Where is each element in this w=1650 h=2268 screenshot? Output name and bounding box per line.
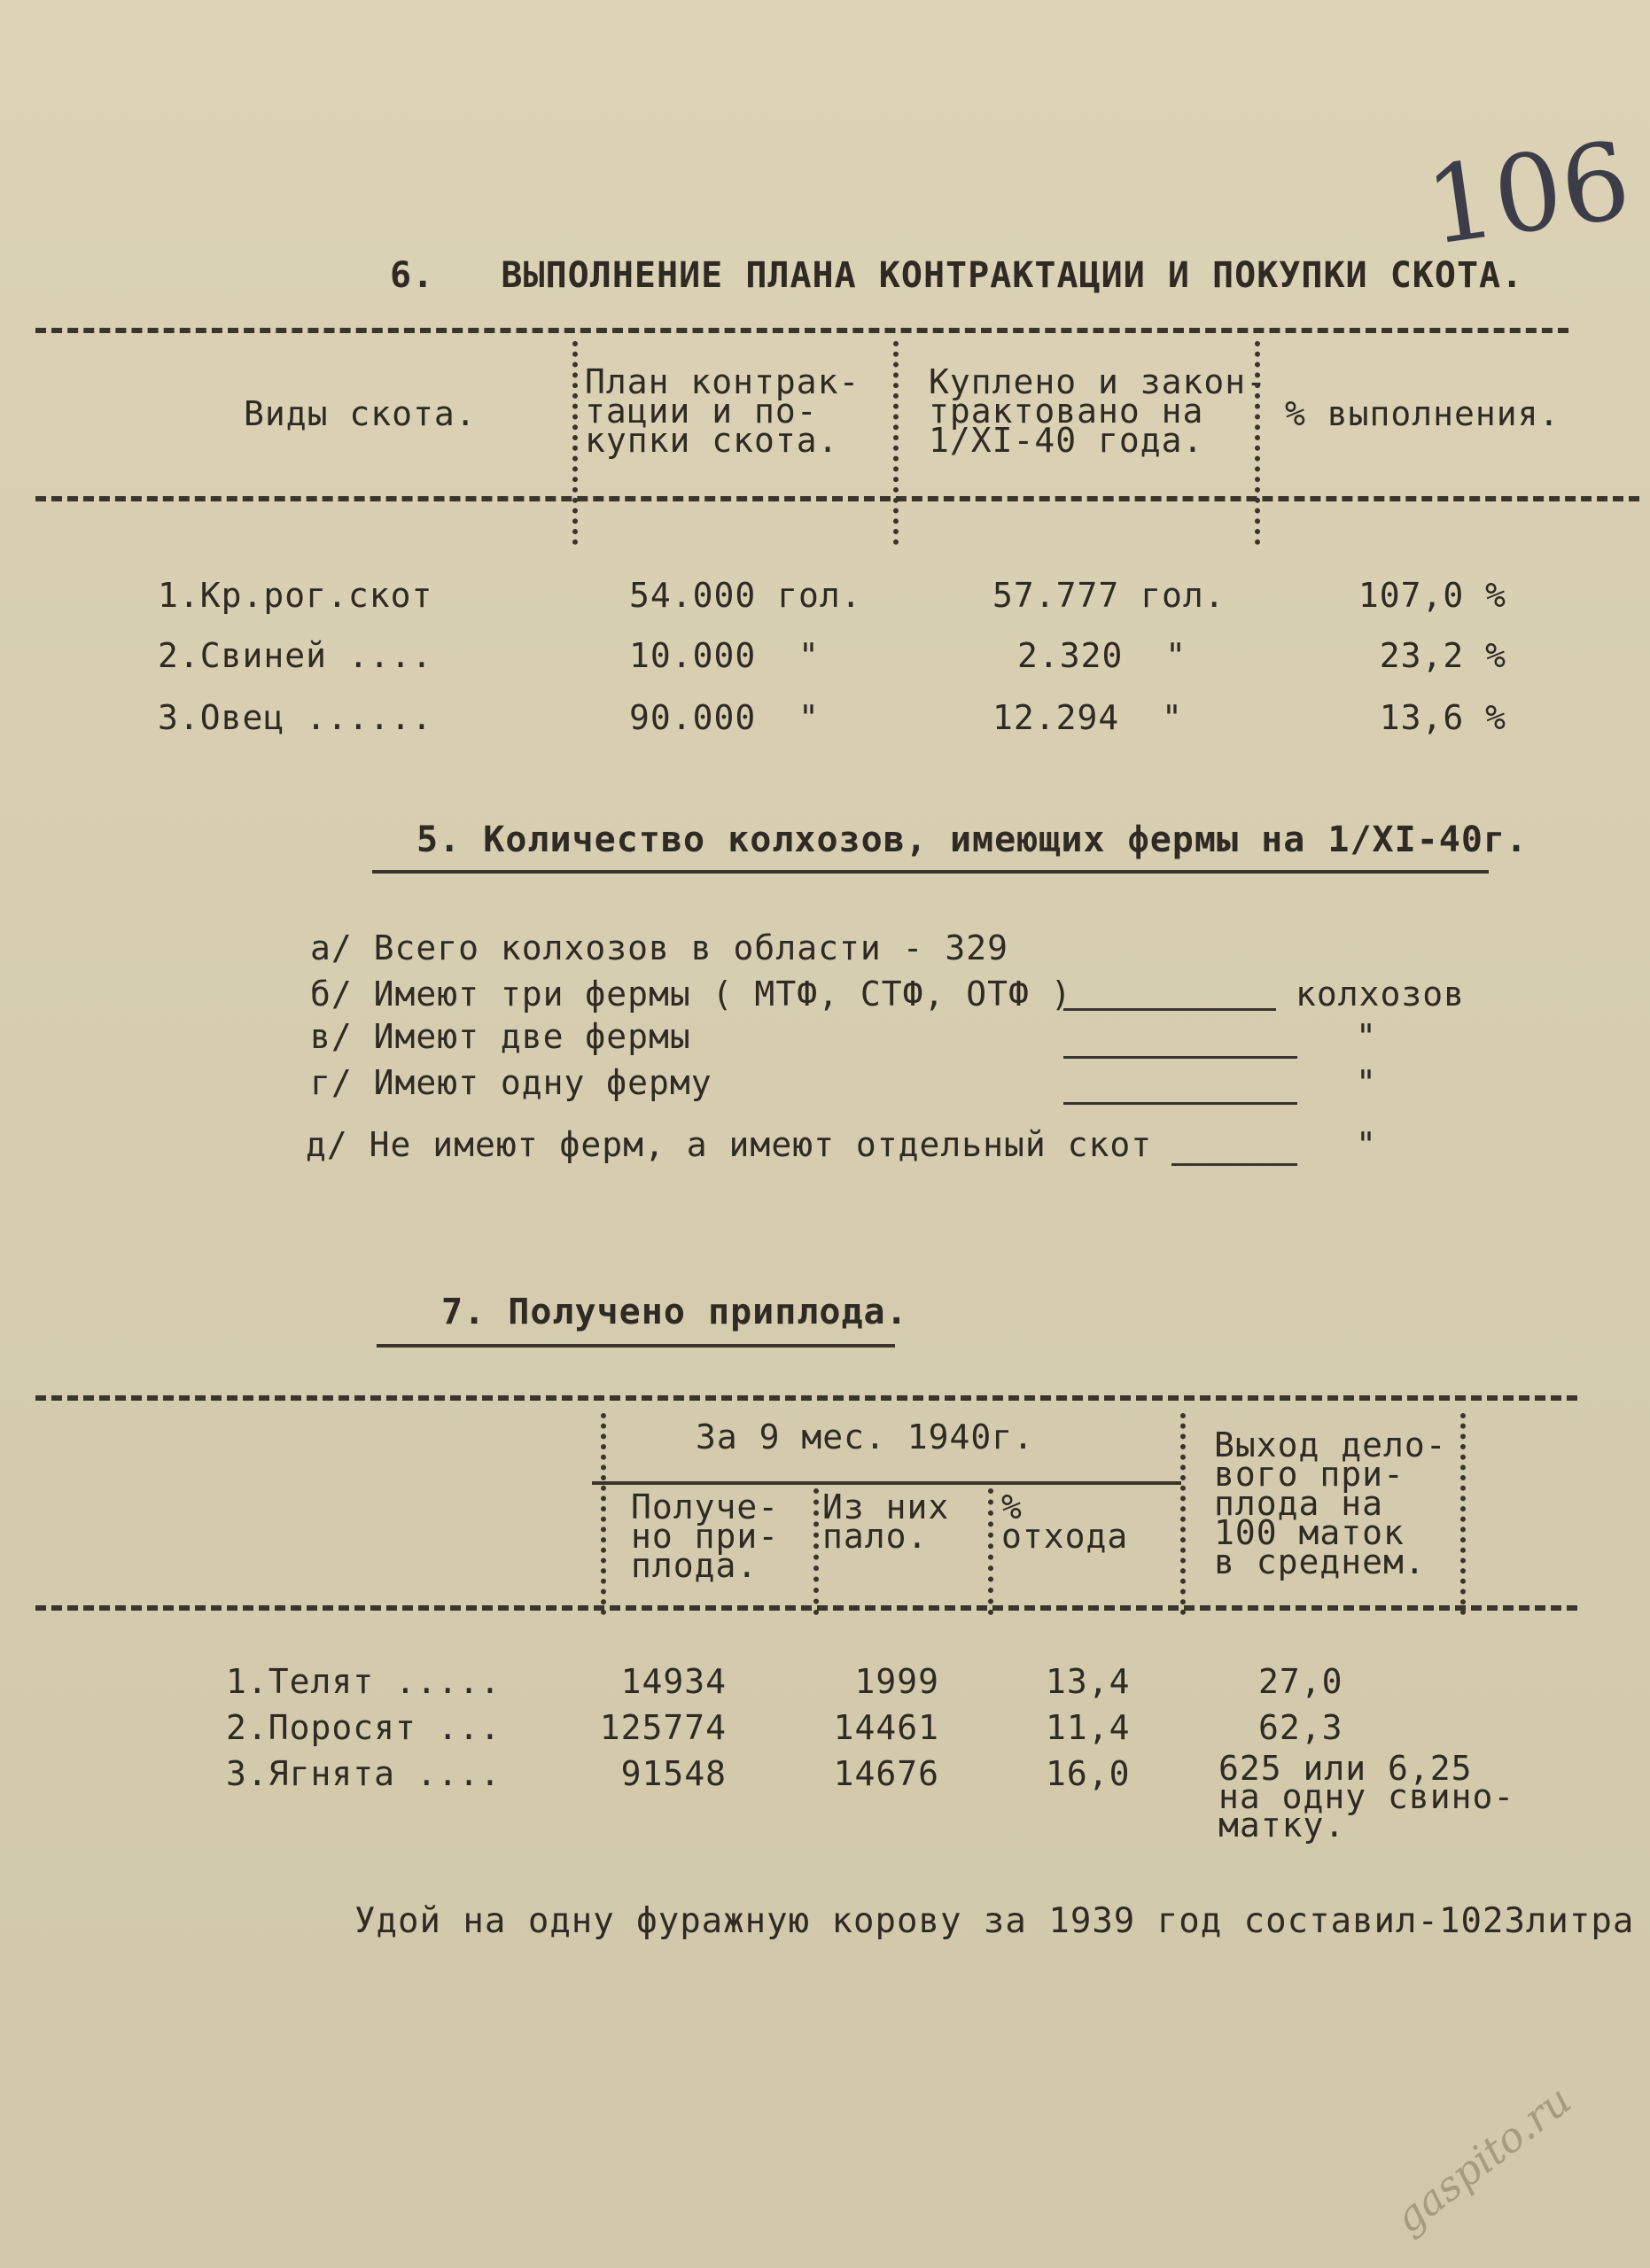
section5-title-underline (372, 870, 1489, 874)
blank-line-d (1171, 1163, 1297, 1166)
table2-group-header: За 9 мес. 1940г. (696, 1418, 1035, 1456)
blank-line-v (1063, 1056, 1297, 1059)
document-page: 106 6. ВЫПОЛНЕНИЕ ПЛАНА КОНТРАКТАЦИИ И ПОКУПКИ СКОТА. Виды скота. План контрак- тации и по- купки скота. Куплено и закон- трактовано на 1/XI-40 года. % выполнения. 1.Кр.рог.скот 54.000 гол. 57.777 гол. 107,0 % 2.Свиней .... 10.000 " 2.320 " 23,2 % 3.Овец ...... 90.000 " 12.294 " 13,6 % 5. Количество колхозов, имеющих фермы на 1/XI-40г. а/ Всего колхозов в области - 329 б/ Имеют три фермы ( МТФ, СТФ, ОТФ ) колхозов в/ Имеют две фермы " г/ Имеют одну ферму " д/ Не имеют ферм, а имеют отдельный скот " 7. Получено приплода. За 9 мес. 1940г. Получе- но при- плода. Из них пало. % отхода Выход дело- вого при- плода на 100 маток в среднем. 1.Телят ..... 14934 1999 13,4 27,0 2.Поросят ... 125774 14461 11,4 62,3 3.Ягнята .... 91548 14676 16,0 625 или 6,25 на одну свино- матку. Удой на одну фуражную корову за 1939 год составил-1023литра gaspito.ru (0, 0, 1650, 2268)
section5-title: 5. Количество колхозов, имеющих фермы на 1/XI-40г. (416, 819, 1529, 860)
table1-divider-3 (1255, 341, 1260, 545)
table2-col-yield: Выход дело- вого при- плода на 100 маток в среднем. (1214, 1425, 1447, 1581)
table2-col-received: Получе- но при- плода. (631, 1487, 780, 1585)
section7-title: 7. Получено приплода. (441, 1292, 908, 1332)
section5-item-b-suffix: колхозов (1296, 975, 1466, 1014)
table2-col-pct: % отхода (1001, 1487, 1129, 1556)
table2-divider-3 (988, 1488, 993, 1615)
handwritten-page-number: 106 (1419, 119, 1638, 270)
table1-top-rule (35, 328, 1568, 333)
table1-header-rule (35, 496, 1639, 501)
table2-col-died: Из них пало. (822, 1487, 950, 1556)
table1-col-bought: Куплено и закон- трактовано на 1/XI-40 года. (929, 362, 1268, 460)
table2-divider-5 (1460, 1413, 1466, 1615)
blank-line-b (1063, 1008, 1276, 1011)
table2-divider-2 (813, 1488, 819, 1615)
section6-title: 6. ВЫПОЛНЕНИЕ ПЛАНА КОНТРАКТАЦИИ И ПОКУПКИ СКОТА. (390, 255, 1524, 296)
section5-item-b: б/ Имеют три фермы ( МТФ, СТФ, ОТФ ) (310, 975, 1072, 1014)
table1-col-plan: План контрак- тации и по- купки скота. (585, 362, 860, 460)
section5-item-v: в/ Имеют две фермы (310, 1017, 691, 1056)
table2-top-rule (35, 1395, 1577, 1401)
section5-item-g: г/ Имеют одну ферму (310, 1063, 712, 1102)
section5-item-d-suffix: " (1356, 1125, 1377, 1164)
section5-item-d: д/ Не имеют ферм, а имеют отдельный скот (306, 1125, 1153, 1164)
table1-col-species: Виды скота. (244, 394, 477, 433)
section7-title-underline (377, 1344, 895, 1348)
table1-divider-1 (572, 341, 578, 545)
section5-item-g-suffix: " (1356, 1063, 1377, 1102)
table2-header-rule (35, 1605, 1577, 1611)
watermark: gaspito.ru (1385, 2075, 1580, 2243)
table1-divider-2 (893, 341, 899, 545)
table2-divider-4 (1180, 1413, 1186, 1615)
section5-item-v-suffix: " (1356, 1017, 1377, 1056)
table2-divider-1 (601, 1413, 606, 1615)
table1-col-percent: % выполнения. (1285, 394, 1560, 433)
section5-item-a: а/ Всего колхозов в области - 329 (310, 928, 1008, 967)
milk-yield-note: Удой на одну фуражную корову за 1939 год составил-1023литра (354, 1901, 1635, 1941)
table2-group-rule (592, 1481, 1181, 1485)
blank-line-g (1063, 1102, 1297, 1105)
